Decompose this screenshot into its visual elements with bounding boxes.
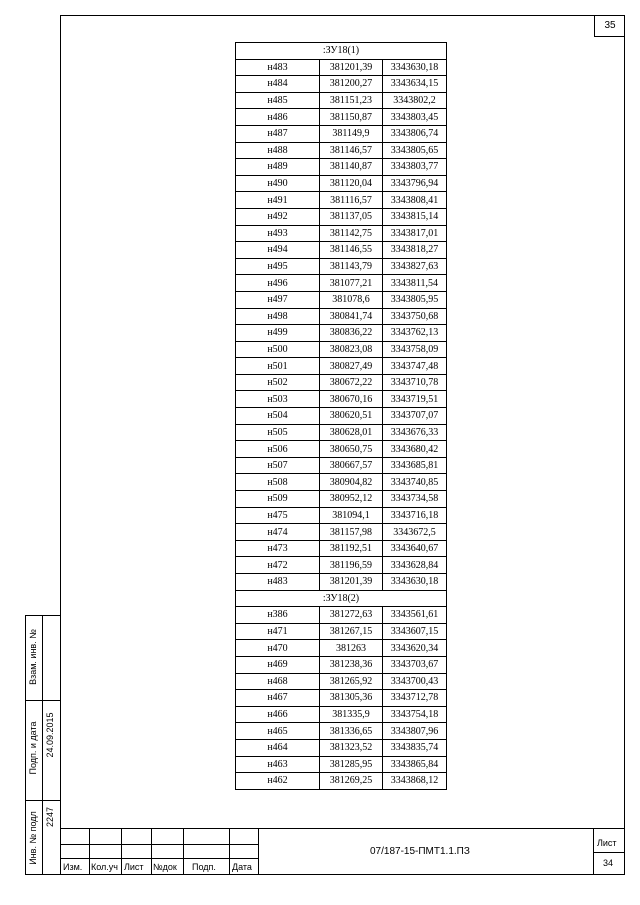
table-row <box>236 424 447 441</box>
point-name: н468 <box>236 673 320 690</box>
x-coordinate: 381267,15 <box>320 623 383 640</box>
y-coordinate: 3343710,78 <box>383 374 447 391</box>
point-name: н467 <box>236 690 320 707</box>
y-coordinate: 3343734,58 <box>383 491 447 508</box>
x-coordinate: 380904,82 <box>320 474 383 491</box>
table-row <box>236 723 447 740</box>
point-name: н509 <box>236 491 320 508</box>
table-row <box>236 507 447 524</box>
point-name: н473 <box>236 540 320 557</box>
x-coordinate: 381201,39 <box>320 59 383 76</box>
point-name: н503 <box>236 391 320 408</box>
y-coordinate: 3343561,61 <box>383 607 447 624</box>
document-code: 07/187-15-ПМТ1.1.ПЗ <box>370 846 470 857</box>
x-coordinate: 381196,59 <box>320 557 383 574</box>
point-name: н487 <box>236 125 320 142</box>
x-coordinate: 381146,57 <box>320 142 383 159</box>
y-coordinate: 3343680,42 <box>383 441 447 458</box>
y-coordinate: 3343740,85 <box>383 474 447 491</box>
x-coordinate: 381335,9 <box>320 706 383 723</box>
point-name: н484 <box>236 76 320 93</box>
x-coordinate: 381150,87 <box>320 109 383 126</box>
x-coordinate: 381116,57 <box>320 192 383 209</box>
table-row <box>236 391 447 408</box>
point-name: н488 <box>236 142 320 159</box>
y-coordinate: 3343806,74 <box>383 125 447 142</box>
y-coordinate: 3343827,63 <box>383 258 447 275</box>
y-coordinate: 3343607,15 <box>383 623 447 640</box>
inv-podl-value: 2247 <box>45 806 55 828</box>
point-name: н483 <box>236 574 320 591</box>
point-name: н507 <box>236 457 320 474</box>
y-coordinate: 3343640,67 <box>383 540 447 557</box>
y-coordinate: 3343712,78 <box>383 690 447 707</box>
y-coordinate: 3343685,81 <box>383 457 447 474</box>
x-coordinate: 380628,01 <box>320 424 383 441</box>
table-row <box>236 524 447 541</box>
table-row <box>236 242 447 259</box>
x-coordinate: 380672,22 <box>320 374 383 391</box>
point-name: н496 <box>236 275 320 292</box>
table-row <box>236 125 447 142</box>
point-name: н506 <box>236 441 320 458</box>
point-name: н486 <box>236 109 320 126</box>
table-row <box>236 574 447 591</box>
y-coordinate: 3343868,12 <box>383 773 447 790</box>
x-coordinate: 381272,63 <box>320 607 383 624</box>
table-row <box>236 640 447 657</box>
page-number: 35 <box>594 15 625 37</box>
table-row <box>236 457 447 474</box>
table-row <box>236 92 447 109</box>
y-coordinate: 3343805,95 <box>383 291 447 308</box>
table-row <box>236 325 447 342</box>
stamp-list: Лист <box>124 862 144 872</box>
x-coordinate: 381157,98 <box>320 524 383 541</box>
table-row <box>236 258 447 275</box>
point-name: н474 <box>236 524 320 541</box>
point-name: н462 <box>236 773 320 790</box>
x-coordinate: 380836,22 <box>320 325 383 342</box>
table-row <box>236 308 447 325</box>
table-row <box>236 607 447 624</box>
x-coordinate: 381265,92 <box>320 673 383 690</box>
podp-data-label: Подп. и дата <box>28 721 38 775</box>
sheet-label: Лист <box>597 838 617 848</box>
table-row <box>236 192 447 209</box>
x-coordinate: 381143,79 <box>320 258 383 275</box>
point-name: н386 <box>236 607 320 624</box>
x-coordinate: 380952,12 <box>320 491 383 508</box>
y-coordinate: 3343747,48 <box>383 358 447 375</box>
y-coordinate: 3343815,14 <box>383 208 447 225</box>
point-name: н505 <box>236 424 320 441</box>
y-coordinate: 3343808,41 <box>383 192 447 209</box>
y-coordinate: 3343817,01 <box>383 225 447 242</box>
table-row <box>236 474 447 491</box>
point-name: н472 <box>236 557 320 574</box>
point-name: н499 <box>236 325 320 342</box>
point-name: н502 <box>236 374 320 391</box>
table-row <box>236 291 447 308</box>
y-coordinate: 3343672,5 <box>383 524 447 541</box>
point-name: н466 <box>236 706 320 723</box>
point-name: н495 <box>236 258 320 275</box>
x-coordinate: 380841,74 <box>320 308 383 325</box>
y-coordinate: 3343630,18 <box>383 574 447 591</box>
point-name: н463 <box>236 756 320 773</box>
stamp-izm: Изм. <box>63 862 83 872</box>
y-coordinate: 3343803,77 <box>383 159 447 176</box>
point-name: н493 <box>236 225 320 242</box>
x-coordinate: 380650,75 <box>320 441 383 458</box>
y-coordinate: 3343750,68 <box>383 308 447 325</box>
x-coordinate: 381200,27 <box>320 76 383 93</box>
y-coordinate: 3343758,09 <box>383 341 447 358</box>
point-name: н504 <box>236 408 320 425</box>
x-coordinate: 381142,75 <box>320 225 383 242</box>
y-coordinate: 3343818,27 <box>383 242 447 259</box>
y-coordinate: 3343865,84 <box>383 756 447 773</box>
section-title: :ЗУ18(2) <box>236 590 447 607</box>
vzam-inv-label: Взам. инв. № <box>28 629 38 685</box>
x-coordinate: 381094,1 <box>320 507 383 524</box>
point-name: н508 <box>236 474 320 491</box>
point-name: н497 <box>236 291 320 308</box>
table-row <box>236 408 447 425</box>
table-row <box>236 441 447 458</box>
y-coordinate: 3343630,18 <box>383 59 447 76</box>
table-row <box>236 358 447 375</box>
x-coordinate: 381263 <box>320 640 383 657</box>
x-coordinate: 380823,08 <box>320 341 383 358</box>
x-coordinate: 380620,51 <box>320 408 383 425</box>
table-row <box>236 656 447 673</box>
table-row <box>236 374 447 391</box>
table-row <box>236 673 447 690</box>
section-title: :ЗУ18(1) <box>236 43 447 60</box>
point-name: н490 <box>236 175 320 192</box>
table-row <box>236 706 447 723</box>
x-coordinate: 381305,36 <box>320 690 383 707</box>
table-row <box>236 739 447 756</box>
table-row <box>236 175 447 192</box>
y-coordinate: 3343762,13 <box>383 325 447 342</box>
x-coordinate: 381120,04 <box>320 175 383 192</box>
y-coordinate: 3343700,43 <box>383 673 447 690</box>
table-row <box>236 491 447 508</box>
section-header-row <box>236 590 447 607</box>
point-name: н485 <box>236 92 320 109</box>
x-coordinate: 381078,6 <box>320 291 383 308</box>
table-row <box>236 208 447 225</box>
x-coordinate: 381238,36 <box>320 656 383 673</box>
y-coordinate: 3343628,84 <box>383 557 447 574</box>
x-coordinate: 381323,52 <box>320 739 383 756</box>
table-row <box>236 76 447 93</box>
point-name: н494 <box>236 242 320 259</box>
stamp-ndok: №док <box>153 862 177 872</box>
table-row <box>236 225 447 242</box>
x-coordinate: 381336,65 <box>320 723 383 740</box>
point-name: н465 <box>236 723 320 740</box>
point-name: н483 <box>236 59 320 76</box>
section-header-row <box>236 43 447 60</box>
x-coordinate: 381269,25 <box>320 773 383 790</box>
x-coordinate: 381149,9 <box>320 125 383 142</box>
y-coordinate: 3343811,54 <box>383 275 447 292</box>
point-name: н492 <box>236 208 320 225</box>
table-row <box>236 159 447 176</box>
point-name: н471 <box>236 623 320 640</box>
x-coordinate: 381201,39 <box>320 574 383 591</box>
table-row <box>236 275 447 292</box>
x-coordinate: 380667,57 <box>320 457 383 474</box>
y-coordinate: 3343676,33 <box>383 424 447 441</box>
point-name: н475 <box>236 507 320 524</box>
y-coordinate: 3343634,15 <box>383 76 447 93</box>
y-coordinate: 3343805,65 <box>383 142 447 159</box>
table-row <box>236 773 447 790</box>
stamp-data: Дата <box>232 862 252 872</box>
stamp-podp: Подп. <box>192 862 216 872</box>
table-row <box>236 59 447 76</box>
point-name: н489 <box>236 159 320 176</box>
x-coordinate: 381151,23 <box>320 92 383 109</box>
x-coordinate: 381077,21 <box>320 275 383 292</box>
y-coordinate: 3343802,2 <box>383 92 447 109</box>
podp-date-value: 24.09.2015 <box>45 712 55 758</box>
x-coordinate: 381137,05 <box>320 208 383 225</box>
y-coordinate: 3343754,18 <box>383 706 447 723</box>
coordinates-table <box>235 42 447 790</box>
y-coordinate: 3343803,45 <box>383 109 447 126</box>
y-coordinate: 3343835,74 <box>383 739 447 756</box>
y-coordinate: 3343707,07 <box>383 408 447 425</box>
x-coordinate: 381140,87 <box>320 159 383 176</box>
table-row <box>236 540 447 557</box>
inv-podl-label: Инв. № подл <box>28 811 38 865</box>
y-coordinate: 3343703,67 <box>383 656 447 673</box>
point-name: н470 <box>236 640 320 657</box>
table-row <box>236 623 447 640</box>
y-coordinate: 3343807,96 <box>383 723 447 740</box>
x-coordinate: 380827,49 <box>320 358 383 375</box>
table-row <box>236 142 447 159</box>
table-row <box>236 756 447 773</box>
y-coordinate: 3343620,34 <box>383 640 447 657</box>
point-name: н491 <box>236 192 320 209</box>
y-coordinate: 3343716,18 <box>383 507 447 524</box>
y-coordinate: 3343719,51 <box>383 391 447 408</box>
stamp-kol: Кол.уч <box>91 862 118 872</box>
x-coordinate: 381192,51 <box>320 540 383 557</box>
point-name: н464 <box>236 739 320 756</box>
x-coordinate: 381285,95 <box>320 756 383 773</box>
point-name: н501 <box>236 358 320 375</box>
table-row <box>236 341 447 358</box>
table-row <box>236 557 447 574</box>
point-name: н500 <box>236 341 320 358</box>
point-name: н469 <box>236 656 320 673</box>
sheet-number: 34 <box>603 858 614 868</box>
table-row <box>236 109 447 126</box>
y-coordinate: 3343796,94 <box>383 175 447 192</box>
table-row <box>236 690 447 707</box>
x-coordinate: 381146,55 <box>320 242 383 259</box>
x-coordinate: 380670,16 <box>320 391 383 408</box>
point-name: н498 <box>236 308 320 325</box>
